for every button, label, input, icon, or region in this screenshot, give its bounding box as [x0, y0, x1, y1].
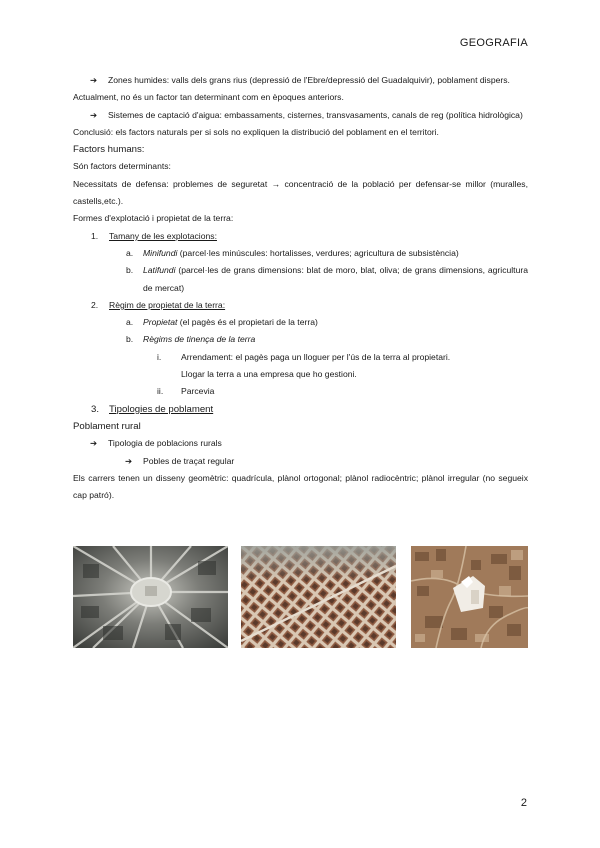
list-letter: a. [126, 317, 134, 328]
list-item-2a [73, 314, 528, 331]
document-body [73, 72, 528, 504]
list-roman: ii. [157, 386, 164, 397]
propietat-text [143, 314, 528, 331]
list-item-2b [73, 331, 528, 348]
llogar-text: Llogar la terra a una empresa que ho gestioni. [181, 369, 357, 380]
parcevia-text: Parcevia [181, 386, 215, 397]
arrendament-text: Arrendament: el pagès paga un lloguer per l'ús de la terra al propietari. [181, 351, 451, 362]
necessitats-text: Necessitats de defensa: problemes de seguretat → concentració de la població per defensar-se millor (muralles, castells,etc.). [73, 178, 528, 207]
formes-text: Formes d'explotació i propietat de la terra: [73, 213, 234, 224]
arrow-bullet-icon: ➔ [90, 109, 98, 120]
sistemes-text: Sistemes de captació d'aigua: embassaments, cisternes, transvasaments, canals de reg (política hidrològica) [108, 109, 523, 120]
list-item-1b [73, 262, 528, 297]
bullet-sistemes [73, 107, 528, 124]
list-number: 2. [91, 299, 99, 310]
list-letter: a. [126, 247, 134, 258]
list-roman: i. [157, 351, 162, 362]
actualment-text: Actualment, no és un factor tan determinant com en èpoques anteriors. [73, 92, 344, 103]
list-letter: b. [126, 265, 134, 276]
tipologia-text: Tipologia de poblacions rurals [108, 438, 222, 449]
zones-humides-text: Zones humides: valls dels grans rius (depressió de l'Ebre/depressió del Guadalquivir), poblament dispers. [108, 75, 510, 85]
carrers-text: Els carrers tenen un disseny geomètric: quadrícula, plànol ortogonal; plànol radiocèntric; plànol irregular (no segueix cap patró). [73, 472, 528, 501]
list-number: 1. [91, 230, 99, 241]
item1-title: Tamany de les explotacions: [109, 230, 217, 241]
conclusio-text: Conclusió: els factors naturals per si sols no expliquen la distribució del poblament en el territori. [73, 126, 439, 137]
list-item-1a [73, 245, 528, 262]
grid-city-photo [241, 546, 396, 648]
page-number: 2 [520, 797, 527, 809]
item3-title: Tipologies de poblament [109, 403, 214, 415]
propietat-term: Propietat [143, 317, 178, 328]
page-header-subject: GEOGRAFIA [459, 37, 528, 49]
son-factors-text: Són factors determinants: [73, 161, 171, 172]
arrow-bullet-icon: ➔ [90, 75, 98, 85]
list-letter: b. [126, 334, 134, 345]
list-item-3 [73, 401, 528, 418]
regims-term: Règims de tinença de la terra [143, 334, 256, 345]
latifundi-term: Latifundi [143, 265, 176, 276]
list-number: 3. [91, 403, 100, 415]
list-item-2b-i [73, 349, 528, 366]
latifundi-text [143, 262, 528, 297]
irregular-city-photo [411, 546, 528, 648]
item2-title: Règim de propietat de la terra: [109, 299, 226, 310]
minifundi-term: Minifundi [143, 247, 178, 258]
poblament-rural-heading: Poblament rural [73, 420, 141, 432]
bullet-pobles [73, 453, 528, 470]
arrow-bullet-icon: ➔ [125, 455, 133, 466]
list-item-2 [73, 297, 528, 314]
minifundi-text [143, 245, 528, 262]
bullet-tipologia [73, 435, 528, 452]
arrow-bullet-icon: ➔ [90, 438, 98, 449]
bullet-zones-humides [73, 72, 528, 89]
aerial-photos-row [73, 546, 528, 648]
factors-humans-heading: Factors humans: [73, 144, 145, 156]
list-item-2b-ii [73, 383, 528, 400]
list-item-1 [73, 228, 528, 245]
latifundi-desc: (parcel·les de grans dimensions: blat de moro, blat, oliva; de grans dimensions, agricultura de mercat) [143, 265, 528, 293]
pobles-text: Pobles de traçat regular [143, 455, 235, 466]
minifundi-desc: (parcel·les minúscules: hortalisses, verdures; agricultura de subsistència) [177, 247, 459, 258]
propietat-desc: (el pagès és el propietari de la terra) [177, 317, 318, 328]
radiocentric-city-photo [73, 546, 228, 648]
